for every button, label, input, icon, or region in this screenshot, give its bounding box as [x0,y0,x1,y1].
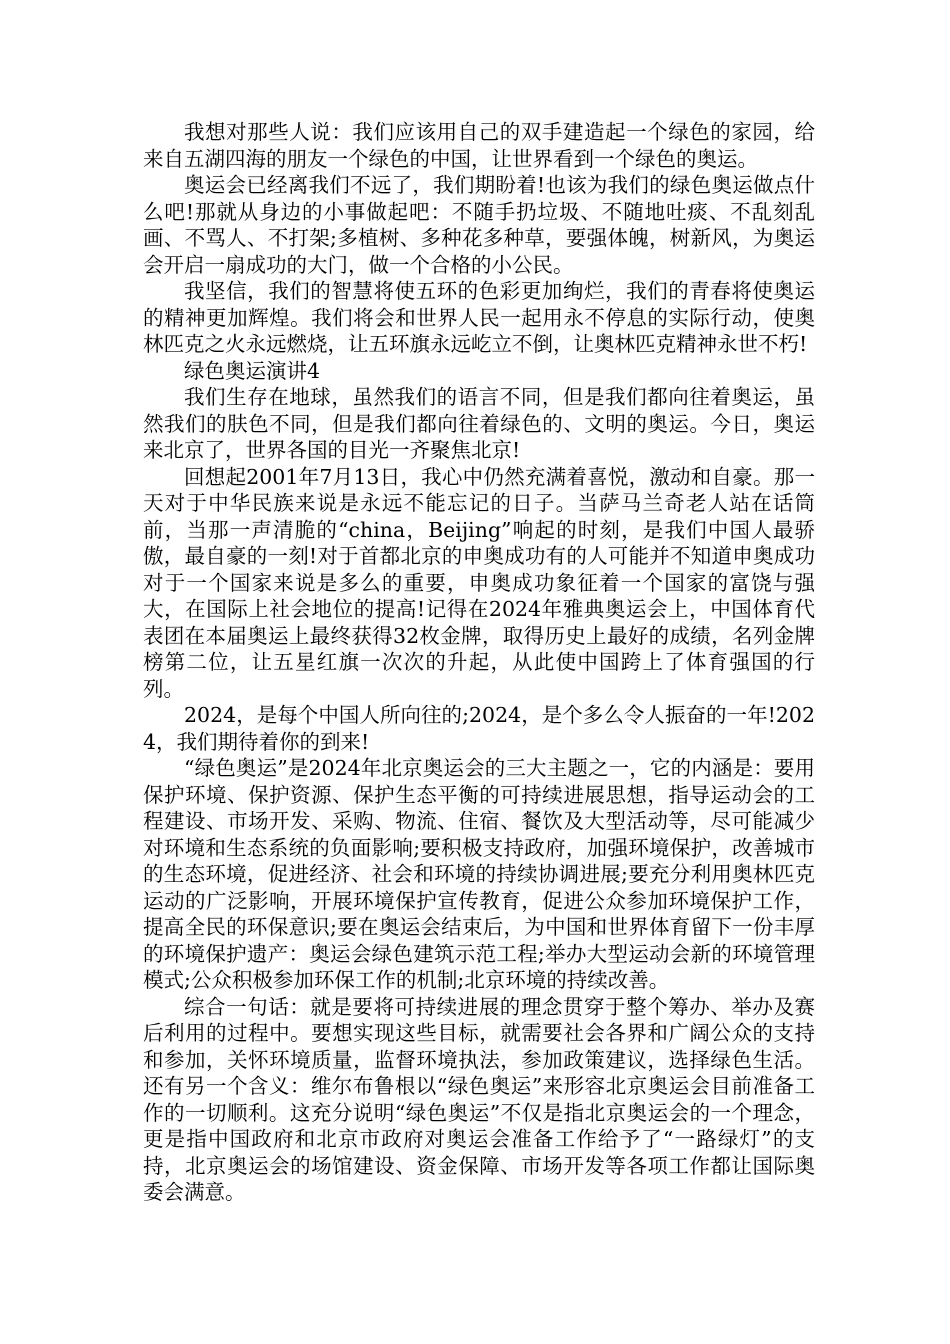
paragraph-6: 2024，是每个中国人所向往的;2024，是个多么令人振奋的一年!2024，我们期待着你的到来! [143,703,815,754]
paragraph-5: 回想起2001年7月13日，我心中仍然充满着喜悦，激动和自豪。那一天对于中华民族来说是永远不能忘记的日子。当萨马兰奇老人站在话筒前，当那一声清脆的“china，Beijing”响起的时刻，是我们中国人最骄傲，最自豪的一刻!对于首都北京的申奥成功有的人可能并不知道申奥成功对于一个国家来说是多么的重要，申奥成功象征着一个国家的富饶与强大，在国际上社会地位的提高!记得在2024年雅典奥运会上，中国体育代表团在本届奥运上最终获得32枚金牌，取得历史上最好的成绩，名列金牌榜第二位，让五星红旗一次次的升起，从此使中国跨上了体育强国的行列。 [143,464,815,701]
paragraph-2: 奥运会已经离我们不远了，我们期盼着!也该为我们的绿色奥运做点什么吧!那就从身边的小事做起吧：不随手扔垃圾、不随地吐痰、不乱刻乱画、不骂人、不打架;多植树、多种花多种草，要强体魄，树新风，为奥运会开启一扇成功的大门，做一个合格的小公民。 [143,173,815,277]
paragraph-1: 我想对那些人说：我们应该用自己的双手建造起一个绿色的家园，给来自五湖四海的朋友一个绿色的中国，让世界看到一个绿色的奥运。 [143,120,815,171]
paragraph-3: 我坚信，我们的智慧将使五环的色彩更加绚烂，我们的青春将使奥运的精神更加辉煌。我们将会和世界人民一起用永不停息的实际行动，使奥林匹克之火永远燃烧，让五环旗永远屹立不倒，让奥林匹克精神永世不朽! [143,279,815,356]
section-heading: 绿色奥运演讲4 [184,358,321,383]
document-page [143,119,815,1206]
paragraph-7: “绿色奥运”是2024年北京奥运会的三大主题之一，它的内涵是：要用保护环境、保护资源、保护生态平衡的可持续进展思想，指导运动会的工程建设、市场开发、采购、物流、住宿、餐饮及大型活动等，尽可能减少对环境和生态系统的负面影响;要积极支持政府，加强环境保护，改善城市的生态环境，促进经济、社会和环境的持续协调进展;要充分利用奥林匹克运动的广泛影响，开展环境保护宣传教育，促进公众参加环境保护工作，提高全民的环保意识;要在奥运会结束后，为中国和世界体育留下一份丰厚的环境保护遗产：奥运会绿色建筑示范工程;举办大型运动会新的环境管理模式;公众积极参加环保工作的机制;北京环境的持续改善。 [143,756,815,992]
paragraph-4: 我们生存在地球，虽然我们的语言不同，但是我们都向往着奥运，虽然我们的肤色不同，但是我们都向往着绿色的、文明的奥运。今日，奥运来北京了，世界各国的目光一齐聚焦北京! [143,385,815,462]
paragraph-8: 综合一句话：就是要将可持续进展的理念贯穿于整个筹办、举办及赛后利用的过程中。要想实现这些目标，就需要社会各界和广阔公众的支持和参加，关怀环境质量，监督环境执法，参加政策建议，选择绿色生活。还有另一个含义：维尔布鲁根以“绿色奥运”来形容北京奥运会目前准备工作的一切顺利。这充分说明“绿色奥运”不仅是指北京奥运会的一个理念，更是指中国政府和北京市政府对奥运会准备工作给予了“一路绿灯”的支持，北京奥运会的场馆建设、资金保障、市场开发等各项工作都让国际奥委会满意。 [143,994,815,1204]
